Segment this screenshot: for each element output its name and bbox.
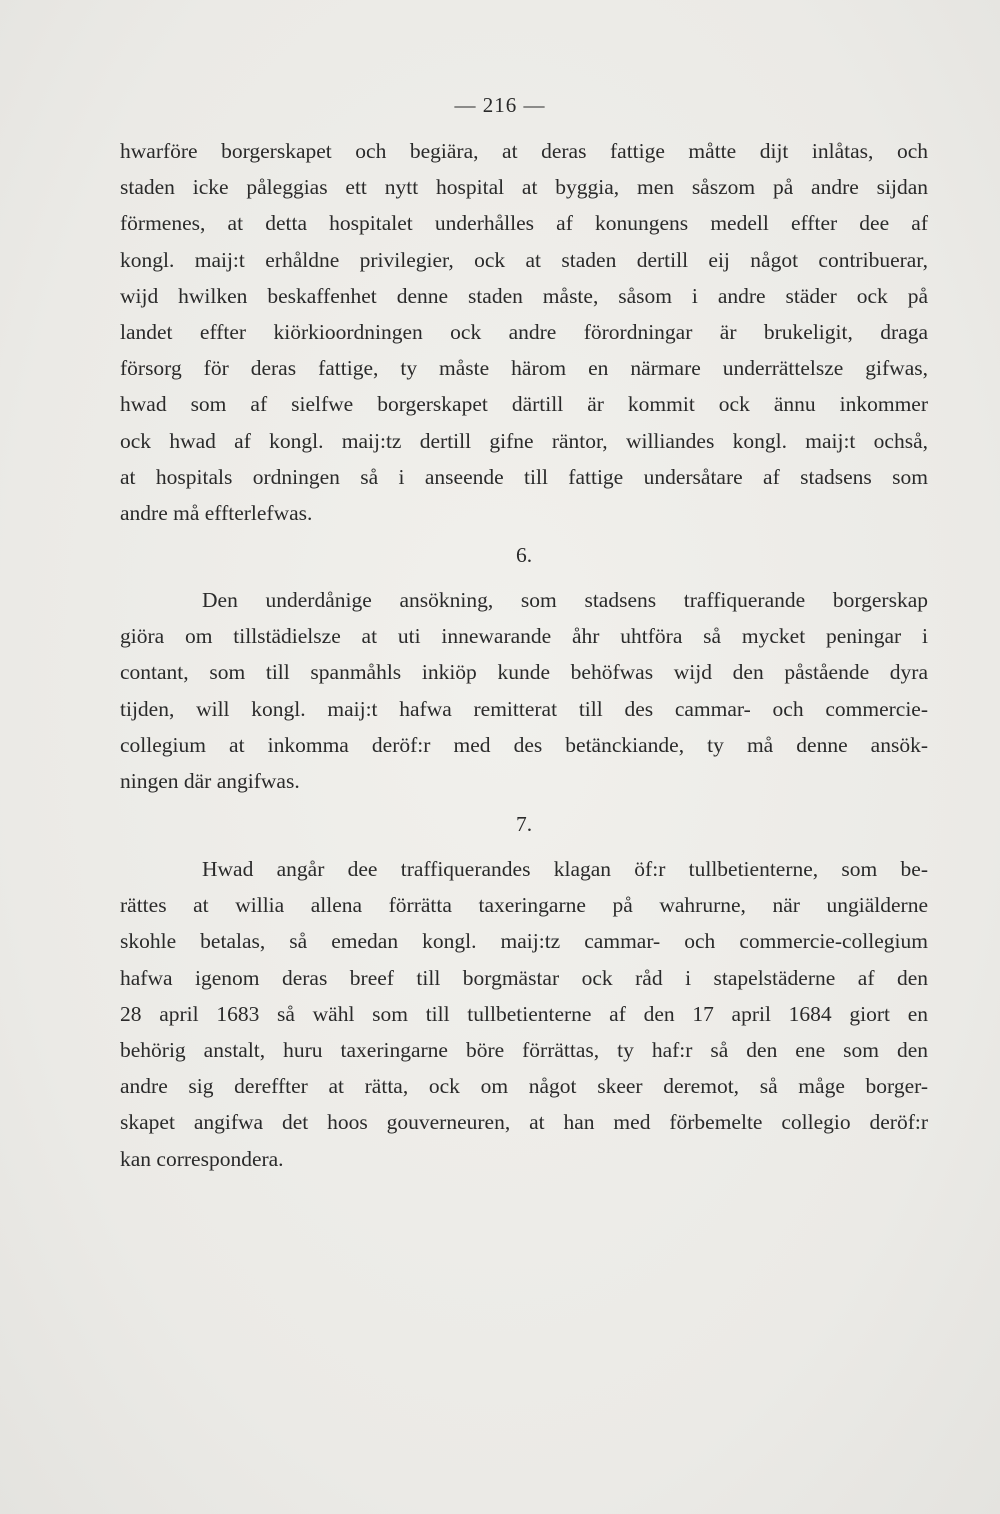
text-line: hwarföre borgerskapet och begiära, at deras fattige måtte dijt inlåtas, och xyxy=(120,139,928,163)
text-line: andre må effterlefwas. xyxy=(120,501,313,526)
text-line: hwad som af sielfwe borgerskapet därtill är kommit ock ännu inkommer xyxy=(120,392,928,417)
text-line: behörig anstalt, huru taxeringarne böre förrättas, ty haf:r så den ene som den xyxy=(120,1038,928,1063)
paragraph-section-6 xyxy=(120,582,928,799)
text-line: försorg för deras fattige, ty måste härom en närmare underrättelsze gifwas, xyxy=(120,356,928,381)
text-line: ock hwad af kongl. maij:tz dertill gifne räntor, williandes kongl. maij:t ochså, xyxy=(120,428,928,453)
text-line: andre sig dereffter at rätta, ock om något skeer deremot, så måge borger- xyxy=(120,1074,928,1099)
text-line: at hospitals ordningen så i anseende till fattige undersåtare af stadsens som xyxy=(120,464,928,489)
text-line: Den underdånige ansökning, som stadsens traffiquerande borgerskap xyxy=(202,588,928,612)
text-line: kongl. maij:t erhåldne privilegier, ock at staden dertill eij något contribuerar, xyxy=(120,247,928,272)
section-heading-7: 7. xyxy=(515,812,533,836)
text-line: ningen där angifwas. xyxy=(120,769,300,794)
text-line: skohle betalas, så emedan kongl. maij:tz cammar- och commercie-collegium xyxy=(120,929,928,954)
text-line: kan correspondera. xyxy=(120,1146,284,1171)
text-line: förmenes, at detta hospitalet underhålles af konungens medell effter dee af xyxy=(120,211,928,236)
text-line: tijden, will kongl. maij:t hafwa remitterat till des cammar- och commercie- xyxy=(120,696,928,721)
text-line: contant, som till spanmåhls inkiöp kunde behöfwas wijd den påstående dyra xyxy=(120,660,928,685)
page-number: — 216 — xyxy=(454,93,546,117)
text-line: hafwa igenom deras breef till borgmästar ock råd i stapelstäderne af den xyxy=(120,965,928,990)
text-line: collegium at inkomma deröf:r med des betänckiande, ty må denne ansök- xyxy=(120,732,928,757)
text-line: staden icke påleggias ett nytt hospital at byggia, men såszom på andre sijdan xyxy=(120,175,928,200)
text-line: landet effter kiörkioordningen ock andre förordningar är brukeligit, draga xyxy=(120,320,928,345)
text-line: Hwad angår dee traffiquerandes klagan öf:r tullbetienterne, som be- xyxy=(202,857,928,881)
paragraph-section-7 xyxy=(120,851,928,1177)
text-line: rättes at willia allena förrätta taxeringarne på wahrurne, när ungiälderne xyxy=(120,893,928,918)
text-line: giöra om tillstädielsze at uti innewarande åhr uhtföra så mycket peningar i xyxy=(120,624,928,649)
text-line: wijd hwilken beskaffenhet denne staden måste, såsom i andre städer ock på xyxy=(120,283,928,308)
text-line: skapet angifwa det hoos gouverneuren, at han med förbemelte collegio deröf:r xyxy=(120,1110,928,1135)
text-line: 28 april 1683 så wähl som till tullbetienterne af den 17 april 1684 giort en xyxy=(120,1001,928,1026)
section-heading-6: 6. xyxy=(515,543,533,567)
paragraph-continuation xyxy=(120,133,928,531)
